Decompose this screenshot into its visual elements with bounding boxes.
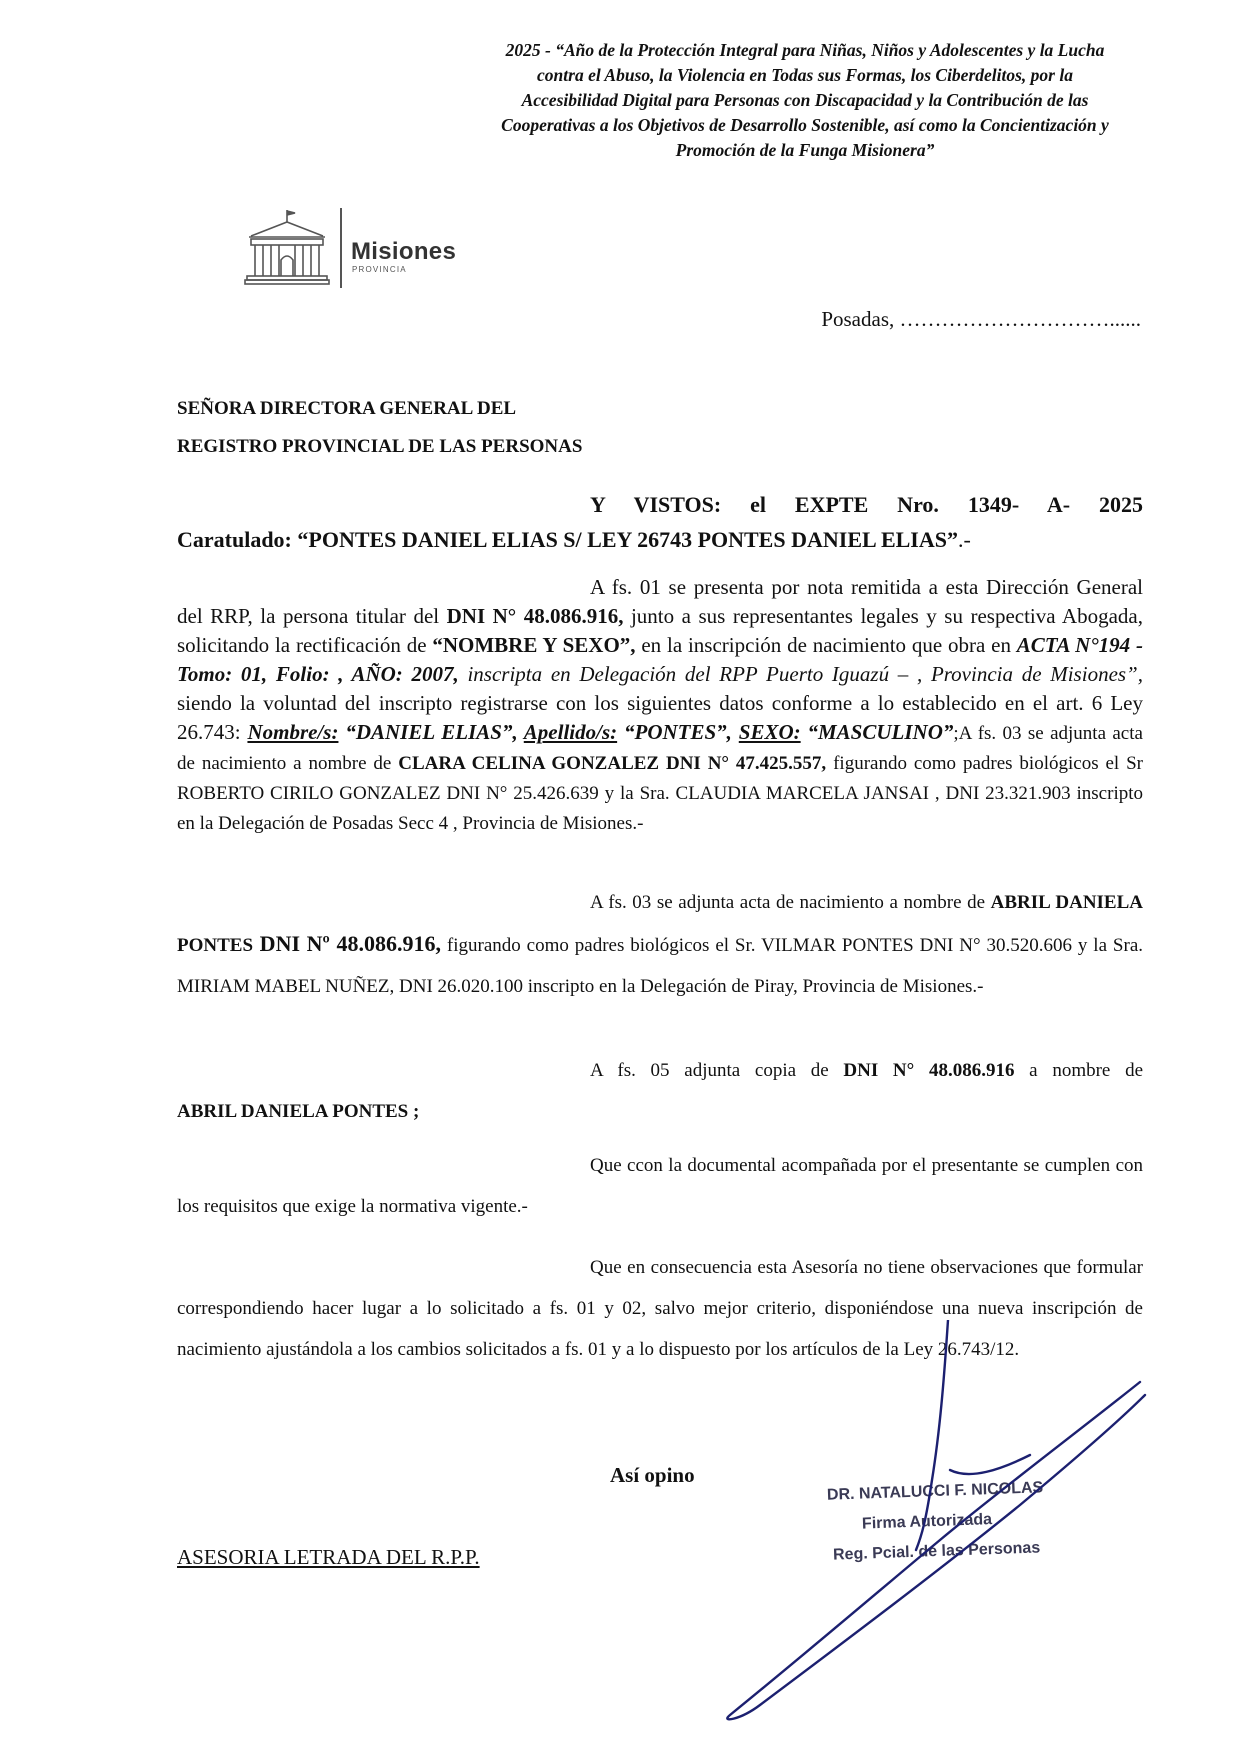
text: siendo la voluntad del inscripto registrarse con los siguientes datos conforme a lo establecido en el art. 6 Ley 26.743: <box>177 691 1143 744</box>
abril-name-line: ABRIL DANIELA PONTES ; <box>177 1101 420 1122</box>
stamp-line: DR. NATALUCCI F. NICOLAS <box>826 1479 1044 1504</box>
clara-bold: CLARA CELINA GONZALEZ DNI N° 47.425.557, <box>398 753 827 774</box>
addressee-line: REGISTRO PROVINCIAL DE LAS PERSONAS <box>177 436 583 457</box>
caratulado-end: .- <box>957 527 971 552</box>
stamp-line: Firma Autorizada <box>861 1511 993 1533</box>
place-date: Posadas, …………………………...... <box>821 307 1141 331</box>
caratulado-title: “PONTES DANIEL ELIAS S/ LEY 26743 PONTES DANIEL ELIAS” <box>297 527 958 552</box>
label-nombres: Nombre/s: <box>247 720 339 744</box>
text: figurando como padres biológicos el Sr. VILMAR PONTES DNI N° 30.520.606 y la Sra. MIRIAM MABEL NUÑEZ, DNI 26.020.100 inscripto en la Delegación de Piray, Provincia de Misiones.- <box>177 935 1143 997</box>
value-apellidos: “PONTES”, <box>617 720 739 744</box>
fs05-line <box>177 1050 1143 1091</box>
motto-line: Cooperativas a los Objetivos de Desarrollo Sostenible, así como la Concientización y <box>501 115 1109 135</box>
text: junto a sus representantes legales y su respectiva Abogada, solicitando la rectificación de <box>177 604 1143 657</box>
logo-name: Misiones <box>351 238 457 265</box>
text: en la inscripción de nacimiento que obra en <box>635 633 1017 657</box>
stamp-line: Reg. Pcial. de las Personas <box>832 1539 1041 1564</box>
office-name: ASESORIA LETRADA DEL R.P.P. <box>177 1545 480 1569</box>
label-apellidos: Apellido/s: <box>523 720 618 744</box>
text: ;A fs. 03 se adjunta acta de nacimiento a nombre de <box>177 723 1143 774</box>
delegation-italic: inscripta en Delegación del RPP Puerto Iguazú – , Provincia de Misiones”, <box>458 662 1143 686</box>
text: A fs. 05 adjunta copia de <box>590 1060 844 1081</box>
abril-bold: ABRIL DANIELA PONTES <box>177 892 1143 956</box>
motto-line: Accesibilidad Digital para Personas con Discapacidad y la Contribución de las <box>521 90 1089 110</box>
misiones-logo <box>243 208 503 296</box>
text: figurando como padres biológicos el Sr ROBERTO CIRILO GONZALEZ DNI N° 25.426.639 y la Sra. CLAUDIA MARCELA JANSAI , DNI 23.321.903 inscripto en la Delegación de Posadas Secc 4 , Provincia de Misiones.- <box>177 753 1143 834</box>
motto-line: Promoción de la Funga Misionera” <box>675 140 935 160</box>
addressee-line: SEÑORA DIRECTORA GENERAL DEL <box>177 398 517 419</box>
paragraph-requisitos: Que ccon la documental acompañada por el presentante se cumplen con los requisitos que exige la normativa vigente.- <box>177 1155 1143 1217</box>
paragraph-fs05 <box>177 1050 1143 1132</box>
label-sexo: SEXO: <box>738 720 801 744</box>
logo-subtitle: PROVINCIA <box>352 265 407 274</box>
dni-bold: DNI N° 48.086.916 <box>843 1060 1015 1081</box>
text: A fs. 01 se presenta por nota remitida a esta Dirección General del RRP, la persona titular del <box>177 575 1143 628</box>
request-bold: “NOMBRE Y SEXO”, <box>432 633 636 657</box>
addressee <box>177 390 582 466</box>
vistos-block <box>177 488 1143 558</box>
value-nombres: “DANIEL ELIAS”, <box>338 720 524 744</box>
acta-bold: ACTA N°194 - Tomo: 01, Folio: , AÑO: 2007, <box>177 633 1143 686</box>
dni-bold: DNI N° 48.086.916, <box>446 604 624 628</box>
paragraph-consecuencia: Que en consecuencia esta Asesoría no tiene observaciones que formular correspondiendo hacer lugar a lo solicitado a fs. 01 y 02, salvo mejor criterio, disponiéndose una nueva inscripción de nacimiento ajustándola a los cambios solicitados a fs. 01 y a lo dispuesto por los artículos de la Ley 26.743/12. <box>177 1257 1143 1360</box>
dni-bold: DNI Nº 48.086.916, <box>253 931 441 956</box>
caratulado-label: Caratulado: <box>177 527 298 552</box>
value-sexo: “MASCULINO” <box>800 720 954 744</box>
government-building-icon <box>243 208 343 288</box>
header-motto <box>430 38 1180 163</box>
text: a nombre de <box>1014 1060 1143 1081</box>
handwritten-signature <box>700 1320 1170 1740</box>
motto-line: contra el Abuso, la Violencia en Todas sus Formas, los Ciberdelitos, por la <box>537 65 1073 85</box>
vistos-line: Y VISTOS: el EXPTE Nro. 1349- A- 2025 <box>590 492 1143 517</box>
paragraph-fs01 <box>177 573 1143 838</box>
text: A fs. 03 se adjunta acta de nacimiento a nombre de <box>590 892 991 913</box>
closing-asi-opino: Así opino <box>610 1463 695 1487</box>
motto-line: 2025 - “Año de la Protección Integral para Niñas, Niños y Adolescentes y la Lucha <box>505 40 1105 60</box>
paragraph-fs03 <box>177 882 1143 1007</box>
caratulado-line <box>177 522 1143 558</box>
